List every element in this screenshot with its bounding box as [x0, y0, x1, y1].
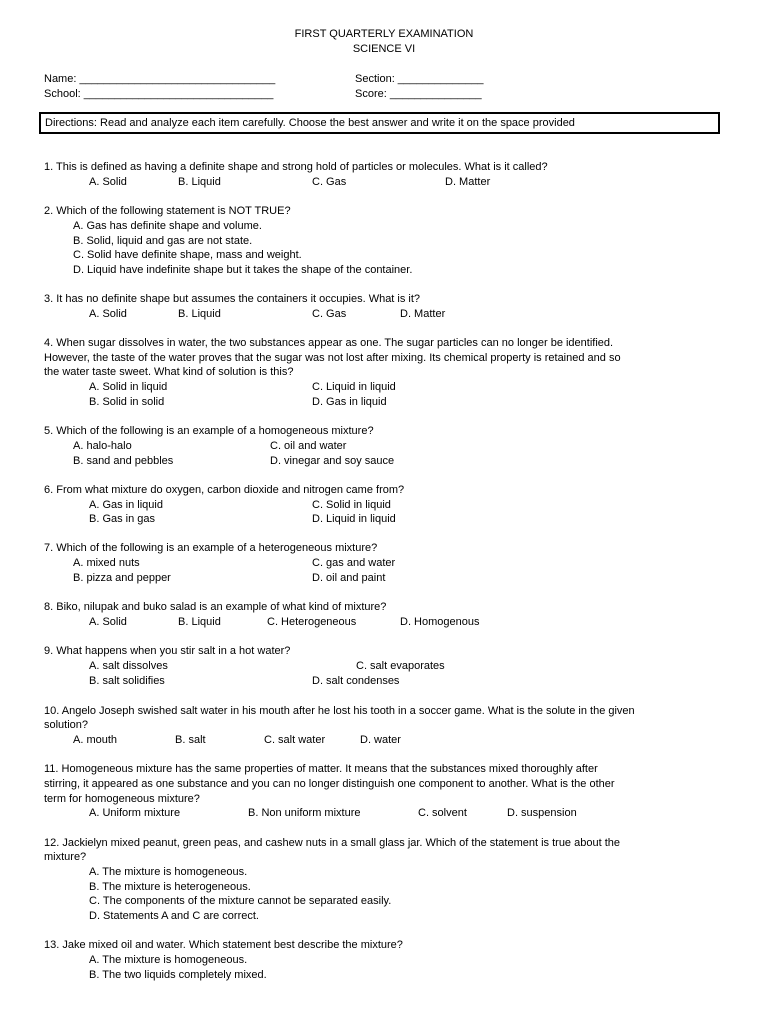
option-c: C. salt evaporates — [356, 660, 445, 672]
question-stem: 1. This is defined as having a definite shape and strong hold of particles or molecules. What is it called? — [44, 161, 548, 173]
option-c: C. Solid have definite shape, mass and weight. — [73, 249, 302, 261]
option-c: C. oil and water — [270, 440, 347, 452]
question-stem: the water taste sweet. What kind of solution is this? — [44, 366, 294, 378]
question-stem: mixture? — [44, 851, 87, 863]
option-d: D. Matter — [400, 308, 446, 320]
option-b: B. sand and pebbles — [73, 455, 174, 467]
option-d: D. salt condenses — [312, 675, 400, 687]
option-b: B. Liquid — [178, 176, 221, 188]
option-a: A. Gas has definite shape and volume. — [73, 220, 262, 232]
question-stem: However, the taste of the water proves that the sugar was not lost after mixing. Its chemical property is retained and so — [44, 352, 621, 364]
option-c: C. salt water — [264, 734, 326, 746]
option-d: D. oil and paint — [312, 572, 386, 584]
option-a: A. Solid in liquid — [89, 381, 168, 393]
section-field[interactable]: Section: ______________ — [355, 73, 484, 85]
question-stem: 2. Which of the following statement is NOT TRUE? — [44, 205, 291, 217]
option-a: A. The mixture is homogeneous. — [89, 866, 248, 878]
option-a: A. Gas in liquid — [89, 499, 163, 511]
directions-text: Directions: Read and analyze each item carefully. Choose the best answer and write it on the space provided — [45, 117, 575, 129]
option-b: B. salt — [175, 734, 206, 746]
question-stem: 10. Angelo Joseph swished salt water in his mouth after he lost his tooth in a soccer game. What is the solute in the given — [44, 705, 635, 717]
option-c: C. Liquid in liquid — [312, 381, 396, 393]
name-field[interactable]: Name: ________________________________ — [44, 73, 276, 85]
option-a: A. Solid — [89, 616, 127, 628]
option-c: C. gas and water — [312, 557, 396, 569]
option-c: C. The components of the mixture cannot be separated easily. — [89, 895, 392, 907]
option-d: D. suspension — [507, 807, 577, 819]
option-b: B. salt solidifies — [89, 675, 165, 687]
question-stem: 13. Jake mixed oil and water. Which statement best describe the mixture? — [44, 939, 403, 951]
option-a: A. Solid — [89, 308, 127, 320]
option-b: B. Liquid — [178, 308, 221, 320]
option-b: B. Liquid — [178, 616, 221, 628]
option-d: D. vinegar and soy sauce — [270, 455, 395, 467]
question-stem: 6. From what mixture do oxygen, carbon dioxide and nitrogen came from? — [44, 484, 405, 496]
option-c: C. Gas — [312, 308, 347, 320]
question-stem: 4. When sugar dissolves in water, the two substances appear as one. The sugar particles can no longer be identified. — [44, 337, 614, 349]
option-a: A. Uniform mixture — [89, 807, 181, 819]
option-a: A. Solid — [89, 176, 127, 188]
question-stem: term for homogeneous mixture? — [44, 793, 200, 805]
option-c: C. Heterogeneous — [267, 616, 357, 628]
option-d: D. Liquid have indefinite shape but it takes the shape of the container. — [73, 264, 413, 276]
option-a: A. halo-halo — [73, 440, 132, 452]
option-b: B. pizza and pepper — [73, 572, 171, 584]
option-b: B. The two liquids completely mixed. — [89, 969, 267, 981]
question-stem: 8. Biko, nilupak and buko salad is an example of what kind of mixture? — [44, 601, 387, 613]
school-field[interactable]: School: _______________________________ — [44, 88, 274, 100]
option-c: C. solvent — [418, 807, 467, 819]
option-b: B. Gas in gas — [89, 513, 156, 525]
score-field[interactable]: Score: _______________ — [355, 88, 482, 100]
option-a: A. mouth — [73, 734, 118, 746]
option-a: A. The mixture is homogeneous. — [89, 954, 248, 966]
question-stem: 9. What happens when you stir salt in a hot water? — [44, 645, 291, 657]
exam-subject: SCIENCE VI — [352, 43, 416, 55]
option-d: D. Matter — [445, 176, 491, 188]
option-b: B. Solid in solid — [89, 396, 165, 408]
exam-title: FIRST QUARTERLY EXAMINATION — [294, 28, 474, 40]
question-stem: 5. Which of the following is an example of a homogeneous mixture? — [44, 425, 374, 437]
question-stem: 3. It has no definite shape but assumes the containers it occupies. What is it? — [44, 293, 421, 305]
option-c: C. Gas — [312, 176, 347, 188]
question-stem: 7. Which of the following is an example of a heterogeneous mixture? — [44, 542, 378, 554]
question-stem: 11. Homogeneous mixture has the same properties of matter. It means that the substances mixed thoroughly after — [44, 763, 598, 775]
question-stem: solution? — [44, 719, 89, 731]
option-d: D. Liquid in liquid — [312, 513, 396, 525]
option-b: B. The mixture is heterogeneous. — [89, 881, 251, 893]
option-b: B. Non uniform mixture — [248, 807, 361, 819]
option-b: B. Solid, liquid and gas are not state. — [73, 235, 253, 247]
option-d: D. Statements A and C are correct. — [89, 910, 259, 922]
option-d: D. Gas in liquid — [312, 396, 387, 408]
option-a: A. salt dissolves — [89, 660, 168, 672]
option-d: D. Homogenous — [400, 616, 480, 628]
question-stem: 12. Jackielyn mixed peanut, green peas, and cashew nuts in a small glass jar. Which of the statement is true about the — [44, 837, 620, 849]
option-c: C. Solid in liquid — [312, 499, 391, 511]
question-stem: stirring, it appeared as one substance and you can no longer distinguish one component to another. What is the other — [44, 778, 615, 790]
option-a: A. mixed nuts — [73, 557, 140, 569]
option-d: D. water — [360, 734, 401, 746]
